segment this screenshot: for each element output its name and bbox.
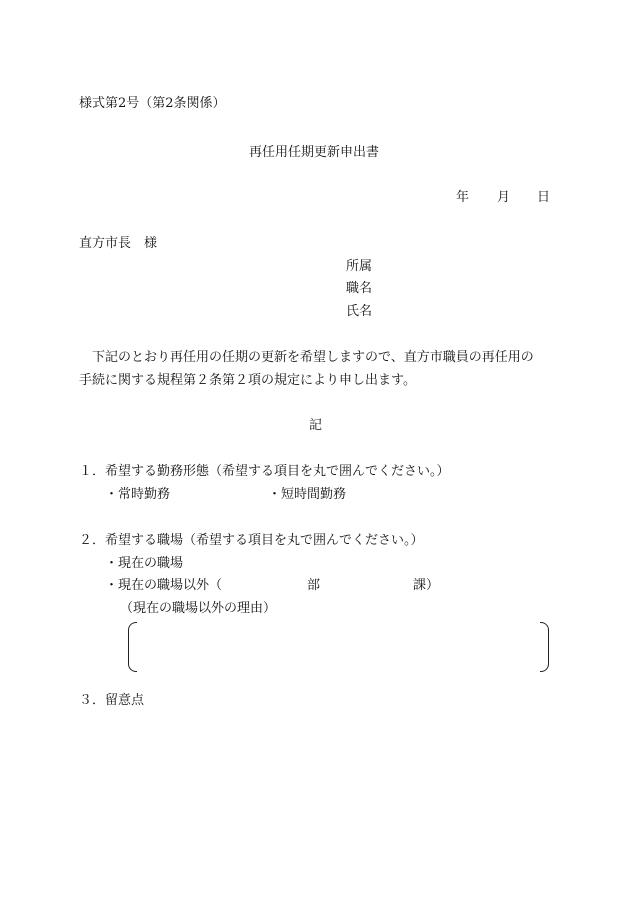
addressee: 直方市長 様 [79, 236, 158, 251]
option-other-workplace: ・現在の職場以外（ [105, 578, 223, 593]
ki-heading: 記 [309, 418, 323, 433]
applicant-affiliation: 所属 [346, 259, 373, 274]
reason-bracket-left [128, 622, 137, 672]
reason-bracket-right [540, 622, 549, 672]
option-shorttime: ・短時間勤務 [268, 487, 347, 502]
date-year: 年 [456, 190, 470, 205]
option-other-section: 課） [413, 578, 440, 593]
option-other-dept: 部 [307, 578, 321, 593]
form-number: 様式第2号（第2条関係） [79, 96, 226, 111]
reason-label: （現在の職場以外の理由） [120, 601, 277, 616]
body-line-1: 下記のとおり再任用の任期の更新を希望しますので、直方市職員の再任用の [92, 350, 534, 365]
date-day: 日 [537, 190, 551, 205]
option-current-workplace: ・現在の職場 [105, 556, 184, 571]
date-month: 月 [497, 190, 511, 205]
document-title: 再任用任期更新申出書 [249, 145, 380, 160]
item3-heading: ３．留意点 [79, 693, 145, 708]
item1-heading: １．希望する勤務形態（希望する項目を丸で囲んでください。） [79, 464, 450, 479]
body-line-2: 手続に関する規程第２条第２項の規定により申し出ます。 [79, 373, 416, 388]
applicant-name: 氏名 [346, 304, 373, 319]
option-fulltime: ・常時勤務 [105, 487, 171, 502]
item2-heading: ２．希望する職場（希望する項目を丸で囲んでください。） [79, 533, 424, 548]
applicant-position: 職名 [346, 281, 373, 296]
